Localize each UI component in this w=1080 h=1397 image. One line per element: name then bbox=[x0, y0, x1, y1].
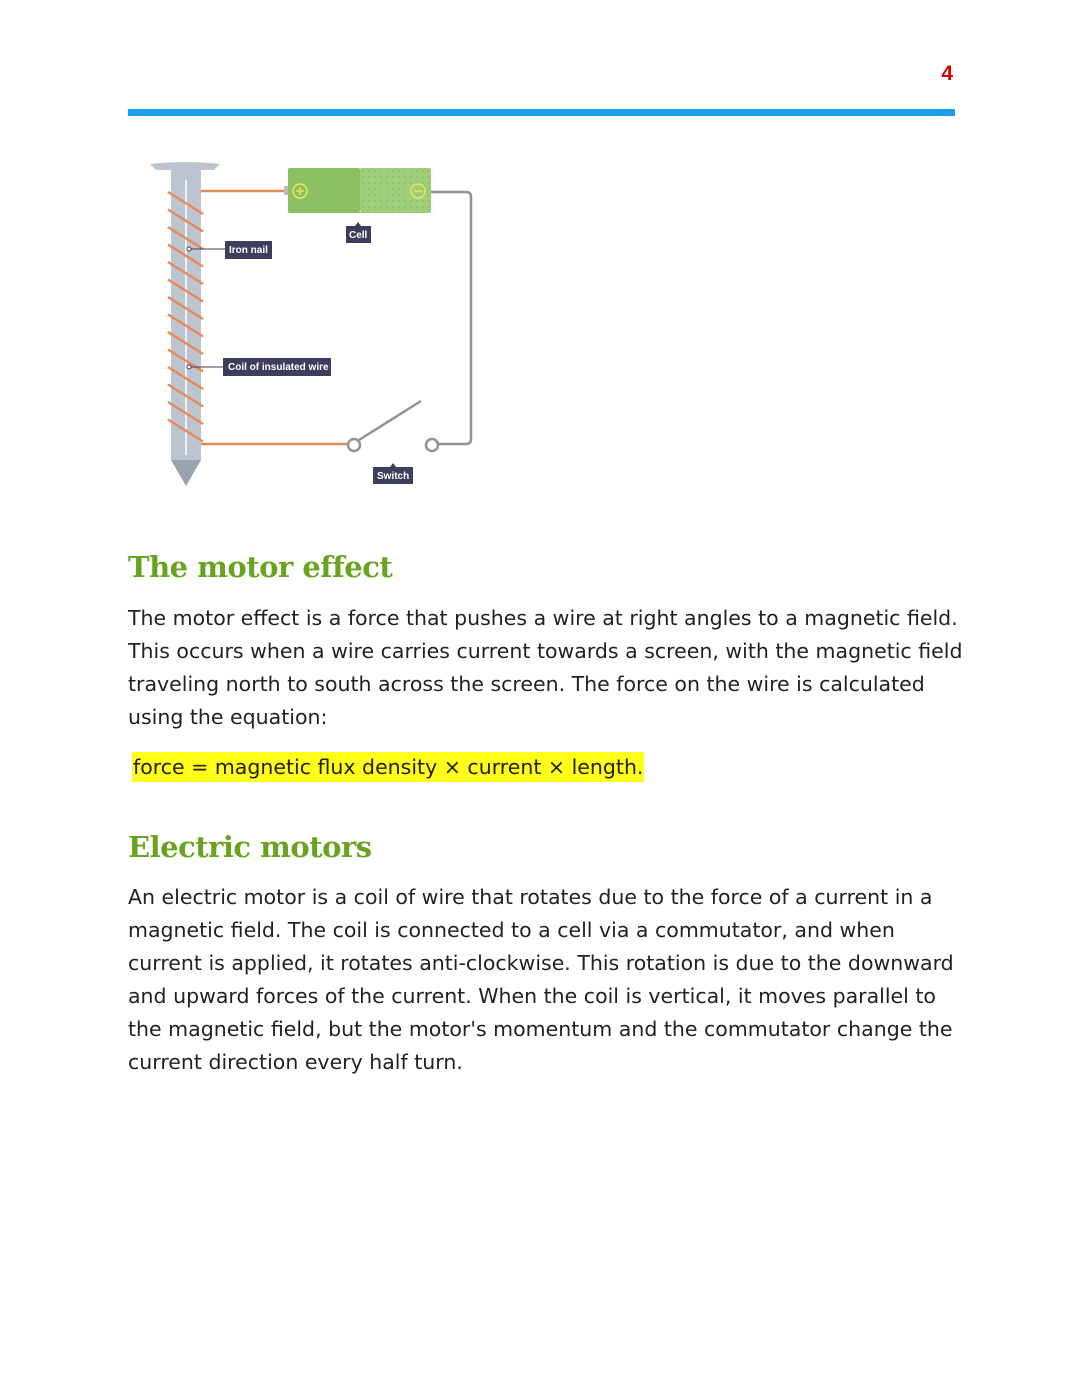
page-number: 4 bbox=[941, 62, 953, 85]
svg-text:Iron nail: Iron nail bbox=[229, 245, 268, 256]
electromagnet-diagram bbox=[0, 0, 1080, 520]
label-switch bbox=[373, 463, 413, 484]
svg-text:Coil of insulated wire: Coil of insulated wire bbox=[228, 362, 329, 373]
return-wire bbox=[431, 192, 471, 444]
svg-text:Cell: Cell bbox=[349, 230, 368, 241]
electric-motors-text: An electric motor is a coil of wire that rotates due to the force of a current in a magnetic field. The coil is connected to a cell via a commutator, and when current is applied, it rotates anti-clockwise. This rotation is due to the downward and upward forces of the current. When the coil is vertical, it moves parallel to the magnetic field, but the motor's momentum and the commutator change the current direction every half turn. bbox=[128, 885, 954, 1074]
label-coil bbox=[187, 358, 331, 376]
switch bbox=[348, 401, 438, 451]
cell bbox=[284, 168, 431, 213]
heading-motor-effect: The motor effect bbox=[128, 550, 393, 584]
equation-highlight: force = magnetic flux density × current × length. bbox=[132, 752, 644, 782]
label-cell bbox=[346, 222, 371, 243]
motor-effect-text: The motor effect is a force that pushes a wire at right angles to a magnetic field. This occurs when a wire carries current towards a screen, with the magnetic field traveling north to south across the screen. The force on the wire is calculated using the equation: bbox=[128, 606, 963, 729]
svg-text:Switch: Switch bbox=[377, 471, 410, 482]
heading-electric-motors: Electric motors bbox=[128, 830, 372, 864]
